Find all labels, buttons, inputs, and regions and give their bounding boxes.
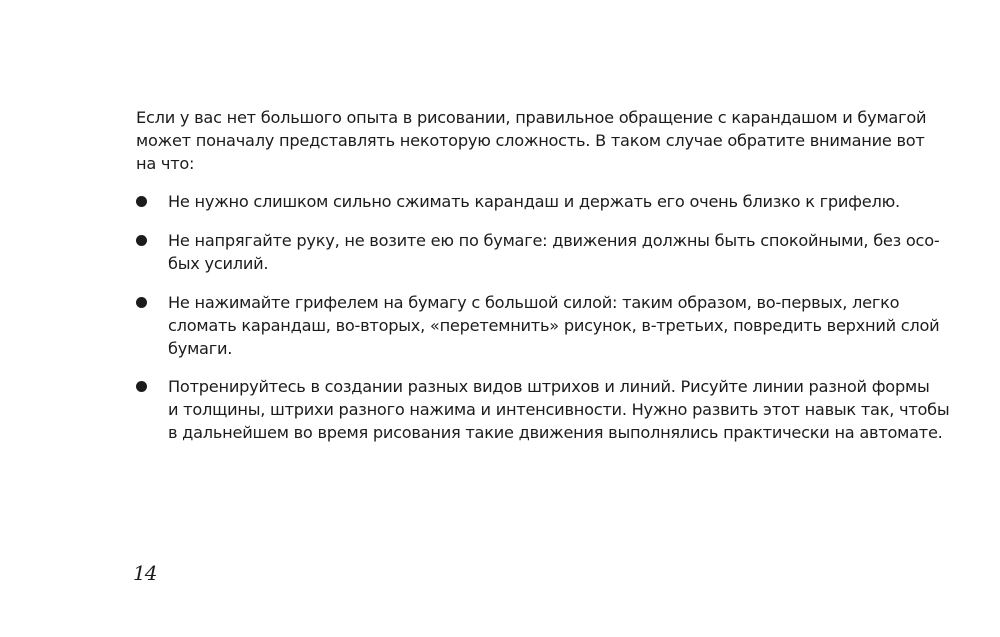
intro-line: может поначалу представлять некоторую сложность. В таком случае обратите внимание вот — [136, 131, 925, 150]
intro-line: Если у вас нет большого опыта в рисовании, правильное обращение с карандашом и бумагой — [136, 108, 927, 127]
page-number: 14 — [133, 561, 157, 585]
tips-list — [136, 190, 950, 460]
list-item-line: в дальнейшем во время рисования такие движения выполнялись практически на автомате. — [168, 423, 943, 442]
bullet-icon — [136, 235, 147, 246]
list-item-line: бых усилий. — [168, 254, 269, 273]
list-item — [136, 190, 916, 213]
bullet-icon — [136, 381, 147, 392]
intro-line: на что: — [136, 154, 195, 173]
list-item-line: бумаги. — [168, 339, 233, 358]
bullet-icon — [136, 297, 147, 308]
list-item-line: сломать карандаш, во-вторых, «перетемнить» рисунок, в-третьих, повредить верхний слой — [168, 316, 940, 335]
list-item-line: Потренируйтесь в создании разных видов штрихов и линий. Рисуйте линии разной формы — [168, 377, 930, 396]
list-item-line: Не нужно слишком сильно сжимать карандаш и держать его очень близко к грифелю. — [168, 192, 900, 211]
list-item-line: Не напрягайте руку, не возите ею по бумаге: движения должны быть спокойными, без осо- — [168, 231, 940, 250]
intro-paragraph — [136, 106, 927, 175]
list-item — [136, 291, 940, 360]
list-item-line: Не нажимайте грифелем на бумагу с большой силой: таким образом, во-первых, легко — [168, 293, 900, 312]
list-item — [136, 229, 940, 275]
list-item — [136, 375, 950, 444]
bullet-icon — [136, 196, 147, 207]
list-item-line: и толщины, штрихи разного нажима и интенсивности. Нужно развить этот навык так, чтобы — [168, 400, 950, 419]
